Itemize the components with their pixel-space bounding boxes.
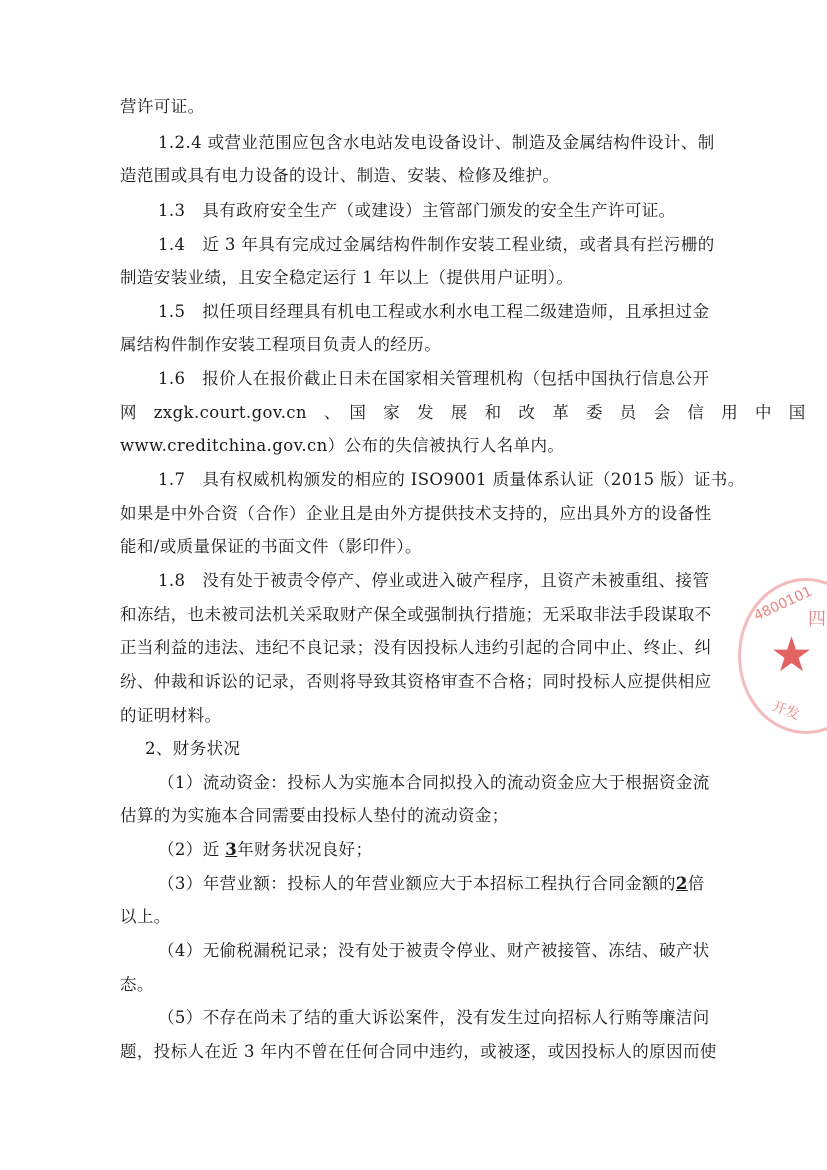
seal-text-top: 4800101 (751, 583, 815, 625)
text-line: 的证明材料。 (120, 706, 222, 725)
seal-star-icon: ★ (770, 627, 814, 683)
text-line: 1.3 具有政府安全生产（或建设）主管部门颁发的安全生产许可证。 (158, 201, 676, 220)
text-line: 属结构件制作安装工程项目负责人的经历。 (120, 335, 442, 354)
years-value: 3 (225, 840, 238, 859)
text-line: 1.7 具有权威机构颁发的相应的 ISO9001 质量体系认证（2015 版）证书。 (158, 470, 745, 489)
text-line: 造范围或具有电力设备的设计、制造、安装、检修及维护。 (120, 166, 560, 185)
line-prefix: （2）近 (158, 840, 226, 859)
text-line: 如果是中外合资（合作）企业且是由外方提供技术支持的，应出具外方的设备性 (120, 504, 712, 523)
seal-text-side: 四 (808, 609, 826, 630)
text-line: 能和/或质量保证的书面文件（影印件）。 (120, 537, 422, 556)
multiplier-value: 2 (675, 874, 688, 893)
line-suffix: 年财务状况良好； (237, 840, 373, 859)
section-heading: 2、财务状况 (145, 739, 241, 758)
text-line: 估算的为实施本合同需要由投标人垫付的流动资金； (120, 806, 509, 825)
text-line: 以上。 (120, 907, 171, 926)
line-text: （3）年营业额：投标人的年营业额应大于本招标工程执行合同金额的 (158, 874, 676, 893)
text-line: 态。 (120, 975, 154, 994)
text-line: 1.8 没有处于被责令停产、停业或进入破产程序，且资产未被重组、接管 (158, 571, 710, 590)
text-line (158, 839, 372, 861)
text-line: 1.2.4 或营业范围应包含水电站发电设备设计、制造及金属结构件设计、制 (158, 133, 715, 152)
text-line: （1）流动资金：投标人为实施本合同拟投入的流动资金应大于根据资金流 (158, 773, 710, 792)
text-line: 营许可证。 (120, 97, 205, 116)
text-line: 和冻结，也未被司法机关采取财产保全或强制执行措施；无采取非法手段谋取不 (120, 605, 712, 624)
text-line (158, 873, 705, 895)
text-line: 1.4 近 3 年具有完成过金属结构件制作安装工程业绩，或者具有拦污栅的 (158, 235, 715, 254)
text-line: 1.6 报价人在报价截止日未在国家相关管理机构（包括中国执行信息公开 (158, 369, 710, 388)
seal-text-bottom: 开发 (769, 698, 802, 724)
text-line: www.creditchina.gov.cn）公布的失信被执行人名单内。 (120, 436, 565, 455)
text-line: 1.5 拟任项目经理具有机电工程或水利水电工程二级建造师，且承担过金 (158, 302, 710, 321)
text-line: （5）不存在尚未了结的重大诉讼案件，没有发生过向招标人行贿等廉洁问 (158, 1008, 710, 1027)
text-line: 纷、仲裁和诉讼的记录，否则将导致其资格审查不合格；同时投标人应提供相应 (120, 672, 712, 691)
text-line: （4）无偷税漏税记录；没有处于被责令停业、财产被接管、冻结、破产状 (158, 941, 710, 960)
text-line: 网 zxgk.court.gov.cn 、 国 家 发 展 和 改 革 委 员 会 信 用 中 国 (120, 403, 806, 422)
text-line: 制造安装业绩，且安全稳定运行 1 年以上（提供用户证明）。 (120, 268, 574, 287)
text-line: 题，投标人在近 3 年内不曾在任何合同中违约，或被逐，或因投标人的原因而使 (120, 1042, 717, 1061)
multiplier-unit: 倍 (687, 874, 705, 893)
text-line: 正当利益的违法、违纪不良记录；没有因投标人违约引起的合同中止、终止、纠 (120, 638, 712, 657)
